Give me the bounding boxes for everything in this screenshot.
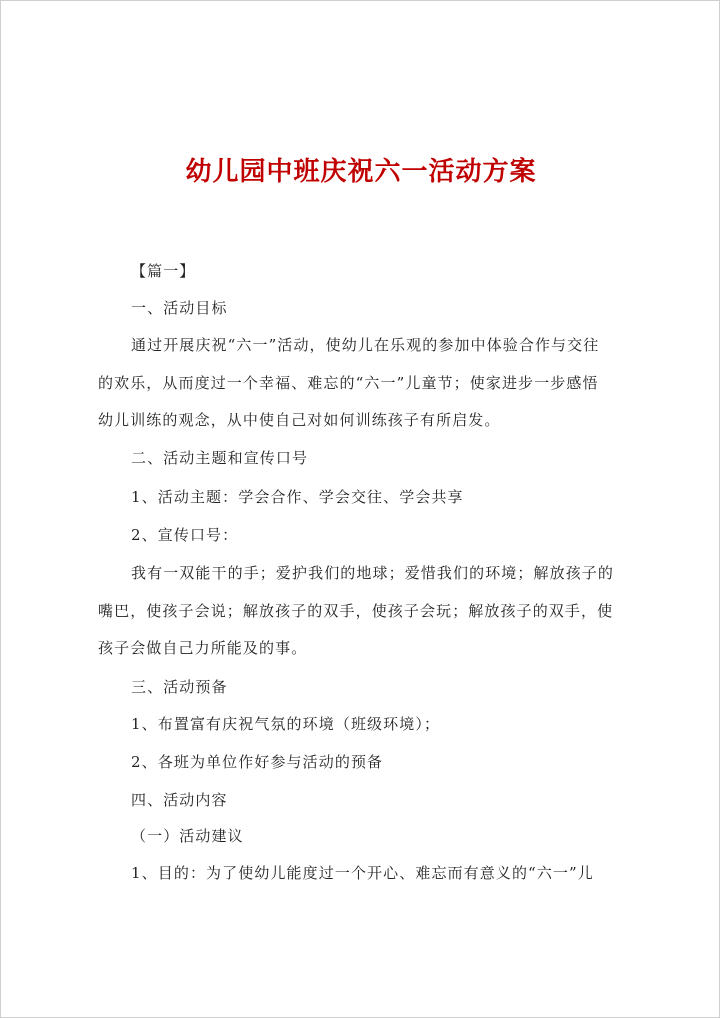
heading-preparation: 三、活动预备 — [131, 678, 228, 696]
heading-activity-content: 四、活动内容 — [131, 791, 228, 809]
paragraph-line: 2、各班为单位作好参与活动的预备 — [131, 753, 384, 771]
heading-activity-goal: 一、活动目标 — [131, 299, 228, 317]
section-heading-part-one: 【篇一】 — [131, 262, 196, 280]
paragraph-line: 1、活动主题：学会合作、学会交往、学会共享 — [131, 488, 464, 506]
heading-theme-slogan: 二、活动主题和宣传口号 — [131, 449, 309, 467]
paragraph-line: 1、布置富有庆祝气氛的环境（班级环境）； — [131, 715, 441, 733]
subheading-activity-suggestion: （一）活动建议 — [131, 827, 244, 845]
paragraph-line: 的欢乐，从而度过一个幸福、难忘的“六一”儿童节；使家进步一步感悟 — [98, 374, 599, 392]
paragraph-line: 嘴巴，使孩子会说；解放孩子的双手，使孩子会玩；解放孩子的双手，使 — [98, 602, 614, 620]
paragraph-line: 孩子会做自己力所能及的事。 — [98, 639, 308, 657]
paragraph-line: 1、目的：为了使幼儿能度过一个开心、难忘而有意义的“六一”儿 — [131, 864, 594, 882]
paragraph-line: 我有一双能干的手；爱护我们的地球；爱惜我们的环境；解放孩子的 — [131, 564, 615, 582]
paragraph-line: 2、宣传口号： — [131, 526, 239, 544]
paragraph-line: 通过开展庆祝“六一”活动，使幼儿在乐观的参加中体验合作与交往 — [131, 336, 600, 354]
document-title: 幼儿园中班庆祝六一活动方案 — [185, 157, 537, 187]
paragraph-line: 幼儿训练的观念，从中使自己对如何训练孩子有所启发。 — [98, 411, 501, 429]
